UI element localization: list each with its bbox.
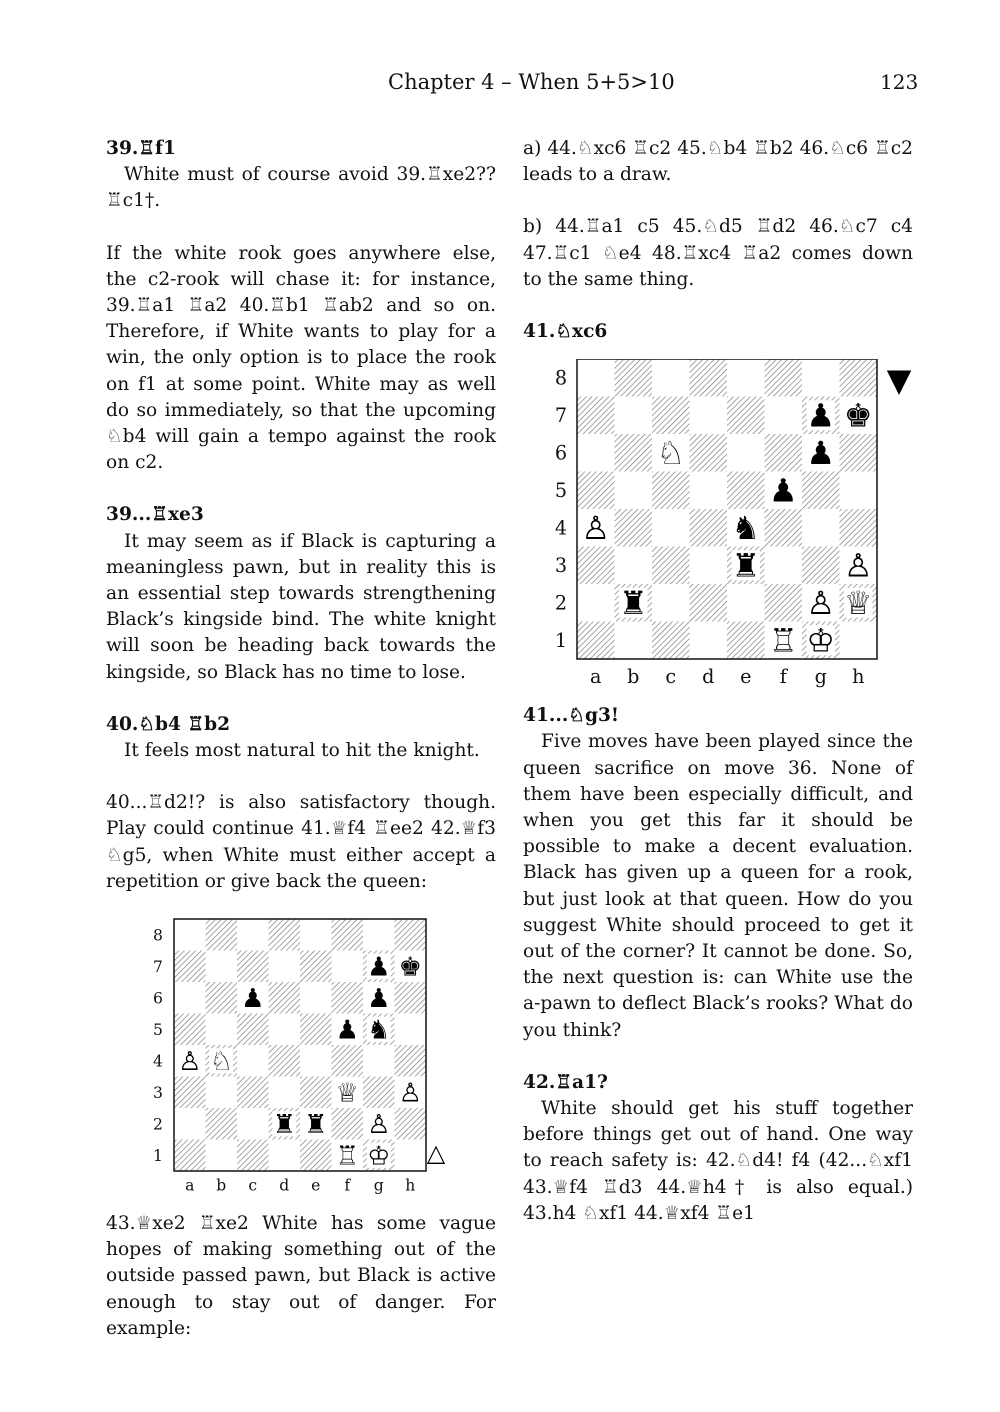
chess-piece-g7: ♟ (367, 952, 391, 983)
rank-label: 5 (554, 479, 568, 503)
board-square (690, 397, 728, 435)
board-square (727, 472, 765, 510)
chess-piece-h2: ♕ (843, 584, 873, 623)
board-square (727, 622, 765, 660)
paragraph: b) 44.♖a1 c5 45.♘d5 ♖d2 46.♘c7 c4 47.♖c1 ♘e4 48.♖xc4 ♖a2 comes down to the same thing. (523, 216, 913, 290)
file-label: b (627, 665, 640, 689)
file-label: b (216, 1176, 227, 1195)
board-square (237, 1014, 269, 1046)
board-square (765, 547, 803, 585)
board-square (802, 472, 840, 510)
file-label: a (185, 1176, 195, 1195)
board-square (690, 584, 728, 622)
board-square (332, 919, 364, 951)
board-square (206, 1140, 238, 1172)
board-square (652, 622, 690, 660)
board-square (577, 547, 615, 585)
paragraph: a) 44.♘xc6 ♖c2 45.♘b4 ♖b2 46.♘c6 ♖c2 leads to a draw. (523, 138, 913, 186)
board-square (300, 1045, 332, 1077)
chess-piece-e4: ♞ (731, 509, 761, 548)
rank-label: 4 (153, 1052, 163, 1071)
board-square (237, 1108, 269, 1140)
board-square (652, 397, 690, 435)
chess-piece-c6: ♘ (656, 434, 686, 473)
board-square (206, 1077, 238, 1109)
right-column (523, 136, 913, 1253)
board-square (237, 951, 269, 983)
board-square (727, 434, 765, 472)
chess-piece-g1: ♔ (806, 621, 836, 660)
rank-label: 7 (554, 404, 568, 428)
board-square (765, 359, 803, 397)
chess-piece-g1: ♔ (367, 1141, 391, 1172)
chess-piece-g5: ♞ (367, 1015, 391, 1046)
rank-label: 1 (153, 1146, 163, 1165)
board-square (206, 1108, 238, 1140)
page-header (0, 70, 1000, 100)
board-square (690, 509, 728, 547)
chess-piece-h3: ♙ (843, 546, 873, 585)
rank-label: 2 (153, 1115, 163, 1134)
board-square (174, 1140, 206, 1172)
file-label: f (779, 665, 787, 689)
move-heading: 42.♖a1? (523, 1071, 608, 1093)
chess-diagram-1 (146, 915, 496, 1205)
paragraph: It may seem as if Black is capturing a meaningless pawn, but in reality this is an essential step towards strengthening Black’s kingside bind. The white knight will soon be heading back towards the kingside, so Black has no time to lose. (106, 530, 496, 683)
side-to-move-icon: △ (426, 1139, 446, 1168)
board-square (300, 982, 332, 1014)
board-square (615, 434, 653, 472)
chess-piece-b4: ♘ (209, 1046, 233, 1077)
left-column (106, 136, 496, 1368)
chess-board (146, 915, 446, 1205)
file-label: g (373, 1176, 384, 1195)
chess-piece-e2: ♜ (304, 1109, 328, 1140)
board-square (840, 434, 878, 472)
board-square (300, 1140, 332, 1172)
board-square (765, 584, 803, 622)
chess-piece-g7: ♟ (806, 396, 836, 435)
chess-board (533, 359, 923, 699)
move-heading: 40.♘b4 ♖b2 (106, 713, 231, 735)
file-label: e (311, 1176, 321, 1195)
chess-diagram-2 (533, 359, 913, 699)
board-square (174, 919, 206, 951)
file-label: c (248, 1176, 258, 1195)
chess-piece-f5: ♟ (768, 471, 798, 510)
board-square (615, 547, 653, 585)
board-square (577, 622, 615, 660)
paragraph: Five moves have been played since the queen sacrifice on move 36. None of them have been especially difficult, and when you get this far it should be possible to make a decent evaluation. Black has given up a queen for a rook, but just look at that queen. How do you suggest White should proceed to get it out of the corner? It cannot be done. So, the next question is: can White use the a-pawn to deflect Black’s rooks? What do you think? (523, 731, 913, 1041)
board-square (363, 1045, 395, 1077)
board-square (577, 434, 615, 472)
file-label: h (852, 665, 865, 689)
board-square (652, 584, 690, 622)
chess-piece-g6: ♟ (367, 983, 391, 1014)
move-heading: 39.♖f1 (106, 138, 176, 159)
board-square (395, 982, 427, 1014)
rank-label: 6 (554, 441, 568, 465)
board-square (174, 982, 206, 1014)
board-square (765, 434, 803, 472)
side-to-move-icon: ▼ (886, 361, 912, 400)
board-square (577, 584, 615, 622)
file-label: h (405, 1176, 416, 1195)
file-label: d (702, 665, 715, 689)
board-square (727, 584, 765, 622)
board-square (237, 919, 269, 951)
chapter-title: Chapter 4 – When 5+5>10 (388, 70, 675, 94)
board-square (765, 397, 803, 435)
rank-label: 8 (153, 926, 163, 945)
page-number: 123 (880, 70, 919, 94)
board-square (206, 982, 238, 1014)
chess-piece-h3: ♙ (398, 1078, 422, 1109)
board-square (652, 472, 690, 510)
chess-piece-a4: ♙ (581, 509, 611, 548)
board-square (174, 951, 206, 983)
chess-piece-f5: ♟ (335, 1015, 359, 1046)
board-square (615, 509, 653, 547)
chess-piece-d2: ♜ (272, 1109, 296, 1140)
board-square (615, 472, 653, 510)
chess-piece-h7: ♚ (843, 396, 873, 435)
board-square (652, 359, 690, 397)
rank-label: 7 (153, 957, 163, 976)
file-label: d (279, 1176, 290, 1195)
chess-piece-f1: ♖ (335, 1141, 359, 1172)
board-square (395, 1140, 427, 1172)
board-square (802, 359, 840, 397)
board-square (269, 1045, 301, 1077)
chess-piece-g2: ♙ (367, 1109, 391, 1140)
chess-piece-g2: ♙ (806, 584, 836, 623)
file-label: f (344, 1176, 351, 1195)
board-square (690, 359, 728, 397)
file-label: e (740, 665, 752, 689)
board-square (332, 982, 364, 1014)
board-square (802, 547, 840, 585)
board-square (690, 472, 728, 510)
paragraph: 43.♕xe2 ♖xe2 White has some vague hopes of making something out of the outside passed pawn, but Black is active enough to stay out of danger. For example: (106, 1213, 496, 1339)
board-square (840, 509, 878, 547)
board-square (577, 397, 615, 435)
board-square (802, 509, 840, 547)
board-square (395, 1014, 427, 1046)
board-square (690, 434, 728, 472)
board-square (577, 359, 615, 397)
rank-label: 1 (554, 629, 568, 653)
rank-label: 6 (153, 989, 163, 1008)
board-square (206, 951, 238, 983)
chess-piece-h7: ♚ (398, 952, 422, 983)
chess-piece-c6: ♟ (241, 983, 265, 1014)
move-heading: 39...♖xe3 (106, 504, 204, 526)
file-label: c (665, 665, 677, 689)
file-label: g (814, 665, 827, 689)
board-square (840, 622, 878, 660)
board-square (577, 472, 615, 510)
board-square (206, 1014, 238, 1046)
rank-label: 3 (554, 554, 568, 578)
rank-label: 4 (554, 516, 568, 540)
paragraph: White should get his stuff together before things get out of hand. One way to reach safety is: 42.♘d4! f4 (42...♘xf1 43.♕f4 ♖d3 44.♕h4† is also equal.) 43.h4 ♘xf1 44.♕xf4 ♖e1 (523, 1098, 913, 1224)
board-square (332, 951, 364, 983)
board-square (237, 1077, 269, 1109)
board-square (269, 982, 301, 1014)
chess-piece-e3: ♜ (731, 546, 761, 585)
board-square (174, 1108, 206, 1140)
board-square (363, 919, 395, 951)
board-square (300, 1014, 332, 1046)
board-square (652, 547, 690, 585)
board-square (840, 472, 878, 510)
board-square (332, 1045, 364, 1077)
board-square (652, 509, 690, 547)
board-square (332, 1108, 364, 1140)
chess-piece-f3: ♕ (335, 1078, 359, 1109)
board-square (206, 919, 238, 951)
board-square (395, 1045, 427, 1077)
board-square (615, 359, 653, 397)
board-square (269, 951, 301, 983)
board-square (395, 919, 427, 951)
board-square (269, 1140, 301, 1172)
board-square (615, 397, 653, 435)
chess-piece-b2: ♜ (618, 584, 648, 623)
paragraph: If the white rook goes anywhere else, the c2-rook will chase it: for instance, 39.♖a1 ♖a2 40.♖b1 ♖ab2 and so on. Therefore, if White wants to play for a win, the only option is to place the rook on f1 at some point. White may as well do so immediately, so that the upcoming ♘b4 will gain a tempo against the rook on c2. (106, 242, 496, 474)
board-square (363, 1077, 395, 1109)
rank-label: 2 (554, 591, 568, 615)
move-heading: 41...♘g3! (523, 705, 620, 727)
rank-label: 3 (153, 1083, 163, 1102)
board-square (269, 1014, 301, 1046)
move-heading: 41.♘xc6 (523, 321, 608, 343)
rank-label: 8 (554, 366, 568, 390)
board-square (690, 547, 728, 585)
board-square (237, 1140, 269, 1172)
board-square (174, 1014, 206, 1046)
file-label: a (590, 665, 602, 689)
board-square (174, 1077, 206, 1109)
board-square (237, 1045, 269, 1077)
board-square (300, 951, 332, 983)
chess-piece-g6: ♟ (806, 434, 836, 473)
board-square (300, 1077, 332, 1109)
board-square (395, 1108, 427, 1140)
board-square (690, 622, 728, 660)
board-square (765, 509, 803, 547)
board-square (840, 359, 878, 397)
board-square (727, 397, 765, 435)
board-square (615, 622, 653, 660)
board-square (269, 919, 301, 951)
paragraph: 40...♖d2!? is also satisfactory though. Play could continue 41.♕f4 ♖ee2 42.♕f3 ♘g5, when White must either accept a repetition or give back the queen: (106, 792, 496, 892)
paragraph: It feels most natural to hit the knight. (124, 740, 480, 762)
paragraph: White must of course avoid 39.♖xe2?? ♖c1†. (106, 164, 496, 212)
board-square (269, 1077, 301, 1109)
chess-piece-f1: ♖ (768, 621, 798, 660)
board-square (300, 919, 332, 951)
board-square (727, 359, 765, 397)
chess-piece-a4: ♙ (178, 1046, 202, 1077)
rank-label: 5 (153, 1020, 163, 1039)
